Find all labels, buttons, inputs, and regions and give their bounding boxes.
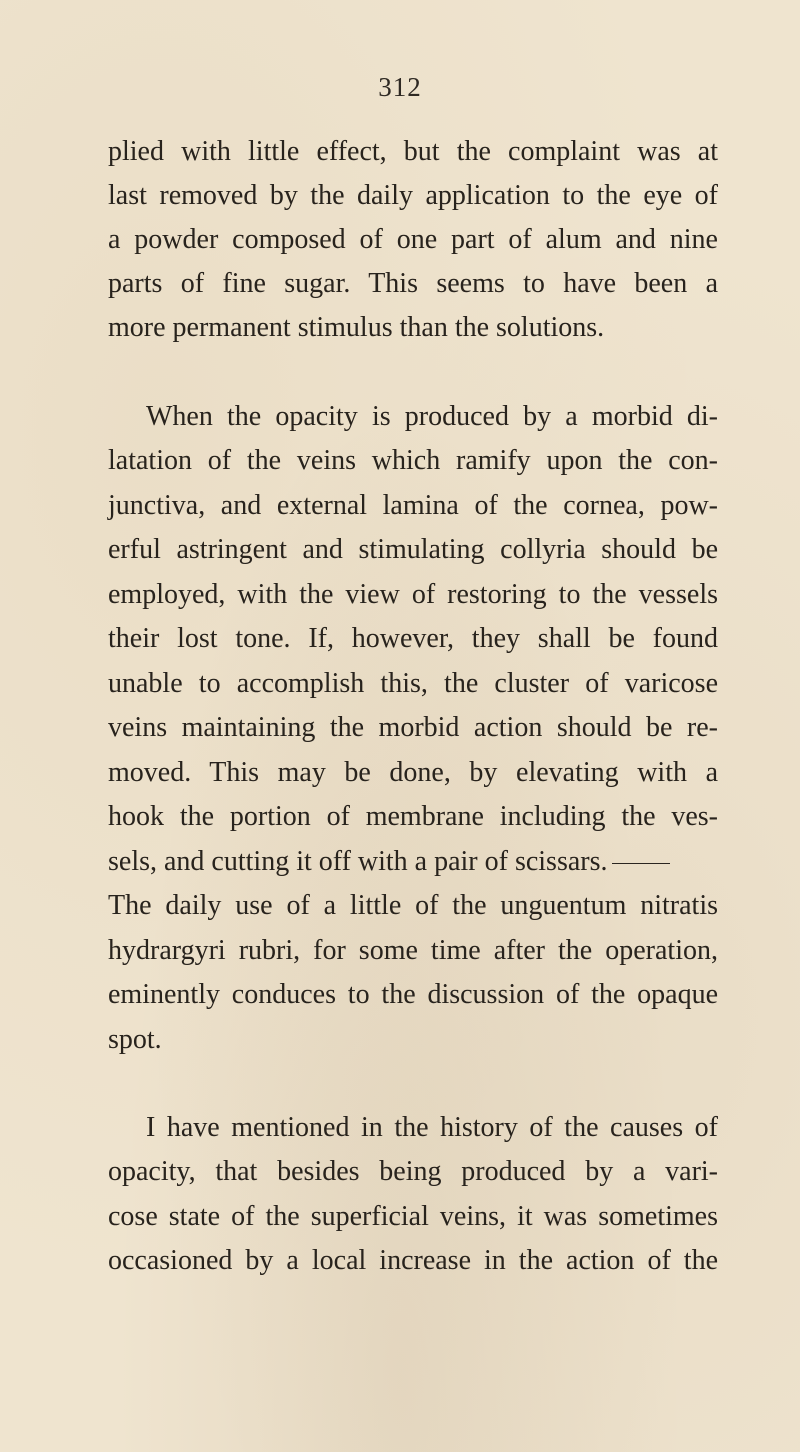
page-number: 312 [378, 72, 422, 102]
paragraph-2-line-4: erful astringent and stimulating collyria should be [108, 534, 718, 565]
paragraph-2-line-12: The daily use of a little of the unguentum nitratis [108, 890, 718, 921]
paragraph-1-line-3: a powder composed of one part of alum and nine [108, 224, 718, 255]
paragraph-2-line-14: eminently conduces to the discussion of the opaque [108, 979, 718, 1010]
paragraph-3-line-3: cose state of the superficial veins, it was sometimes [108, 1201, 718, 1232]
paragraph-2-line-2: latation of the veins which ramify upon the con- [108, 445, 718, 476]
paragraph-3-line-2: opacity, that besides being produced by a vari- [108, 1156, 718, 1187]
paragraph-1-line-4: parts of fine sugar. This seems to have been a [108, 268, 718, 299]
paragraph-1-line-1: plied with little effect, but the complaint was at [108, 136, 718, 167]
paragraph-2-line-5: employed, with the view of restoring to the vessels [108, 579, 718, 610]
paragraph-3-line-4: occasioned by a local increase in the action of the [108, 1245, 718, 1276]
paragraph-2-line-7: unable to accomplish this, the cluster of varicose [108, 668, 718, 699]
paragraph-2-line-3: junctiva, and external lamina of the cornea, pow- [108, 490, 718, 521]
paragraph-2-line-13: hydrargyri rubri, for some time after the operation, [108, 935, 718, 966]
paragraph-2-line-11-text: sels, and cutting it off with a pair of scissars. [108, 846, 608, 877]
paragraph-2-line-8: veins maintaining the morbid action should be re- [108, 712, 718, 743]
paragraph-2-line-10: hook the portion of membrane including the ves- [108, 801, 718, 832]
paragraph-2-line-6: their lost tone. If, however, they shall be found [108, 623, 718, 654]
paragraph-1-line-2: last removed by the daily application to the eye of [108, 180, 718, 211]
paragraph-2-line-15: spot. [108, 1024, 162, 1055]
paragraph-2-line-9: moved. This may be done, by elevating with a [108, 757, 718, 788]
paragraph-1-line-5: more permanent stimulus than the solutions. [108, 312, 605, 343]
section-dash-rule [612, 863, 670, 864]
paragraph-2-line-11 [108, 844, 670, 880]
paragraph-3-line-1: I have mentioned in the history of the causes of [146, 1112, 718, 1143]
paragraph-2-line-1: When the opacity is produced by a morbid di- [146, 401, 718, 432]
